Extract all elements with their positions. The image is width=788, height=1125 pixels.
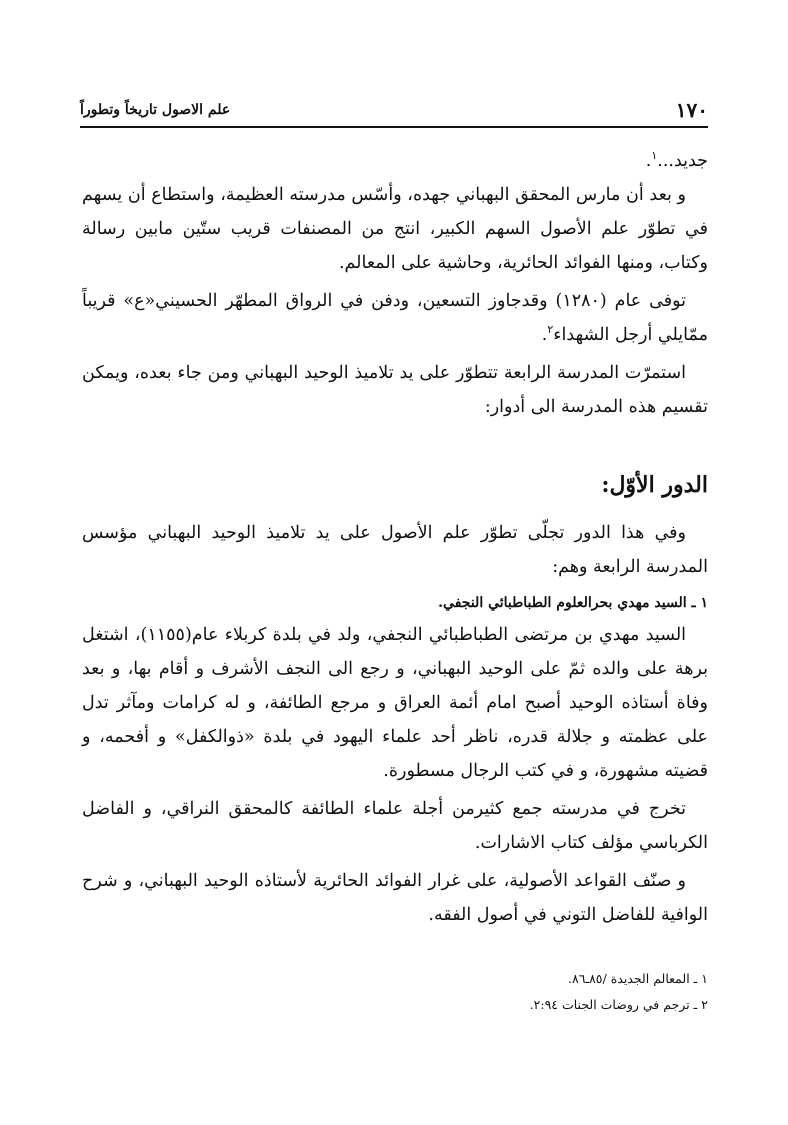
footnotes xyxy=(82,966,708,1018)
footnote: ٢ ـ ترجم في روضات الجنات ٢:٩٤. xyxy=(529,997,708,1012)
paragraph: السيد مهدي بن مرتضى الطباطبائي النجفي، ولد في بلدة كربلاء عام(١١٥٥)، اشتغل برهة على والده ثمّ على الوحيد البهباني، و رجع الى النجف الأشرف و أقام بها، و بعد وفاة أستاذه الوحيد أصبح امام أئمة العراق و مرجع الطائفة، و له كرامات ومآثر تدل على عظمته و جلالة قدره، ناظر أحد علماء اليهود في بلدة «ذوالكفل» و أفحمه، و قضيته مشهورة، و في كتب الرجال مسطورة. xyxy=(82,625,708,781)
subheading: ١ ـ السيد مهدي بحرالعلوم الطباطبائي النجفي. xyxy=(438,595,708,611)
paragraph-text: جديد... xyxy=(657,151,708,171)
paragraph: و صنّف القواعد الأصولية، على غرار الفوائد الحائرية لأستاذه الوحيد البهباني، و شرح الوافية للفاضل التوني في أصول الفقه. xyxy=(82,871,708,925)
footnote-ref: ١ xyxy=(651,149,658,163)
paragraph: تخرج في مدرسته جمع كثيرمن أجلة علماء الطائفة كالمحقق النراقي، و الفاضل الكرباسي مؤلف كتاب الاشارات. xyxy=(82,799,708,853)
page-number: ١٧٠ xyxy=(675,98,708,122)
paragraph: استمرّت المدرسة الرابعة تتطوّر على يد تلاميذ الوحيد البهباني ومن جاء بعده، ويمكن تقسيم هذه المدرسة الى أدوار: xyxy=(82,363,708,417)
footnote: ١ ـ المعالم الجديدة /٨٥ـ٨٦. xyxy=(568,971,708,986)
section-heading: الدور الأوّل: xyxy=(601,472,708,498)
paragraph-text: توفى عام (١٢٨٠) وقدجاوز التسعين، ودفن في الرواق المطهّر الحسيني«ع» قريباً ممّايلي أرجل الشهداء xyxy=(82,291,708,345)
paragraph: و بعد أن مارس المحقق البهباني جهده، وأسّس مدرسته العظيمة، واستطاع أن يسهم في تطوّر علم الأصول السهم الكبير، انتج من المصنفات قريب ستّين مابين رسالة وكتاب، ومنها الفوائد الحائرية، وحاشية على المعالم. xyxy=(82,185,708,273)
main-text xyxy=(82,144,708,932)
paragraph: وفي هذا الدور تجلّى تطوّر علم الأصول على يد تلاميذ الوحيد البهباني مؤسس المدرسة الرابعة وهم: xyxy=(82,523,708,577)
footnote-ref: ٢ xyxy=(547,323,554,337)
running-title: علم الاصول تاريخاً وتطوراً xyxy=(80,102,231,118)
paragraph: توفى عام (١٢٨٠) وقدجاوز التسعين، ودفن في الرواق المطهّر الحسيني«ع» قريباً ممّايلي أرجل الشهداء$^٢$. xyxy=(82,291,708,345)
page-header xyxy=(80,98,708,128)
paragraph-continuation: جديد...$^١$. xyxy=(645,149,708,171)
